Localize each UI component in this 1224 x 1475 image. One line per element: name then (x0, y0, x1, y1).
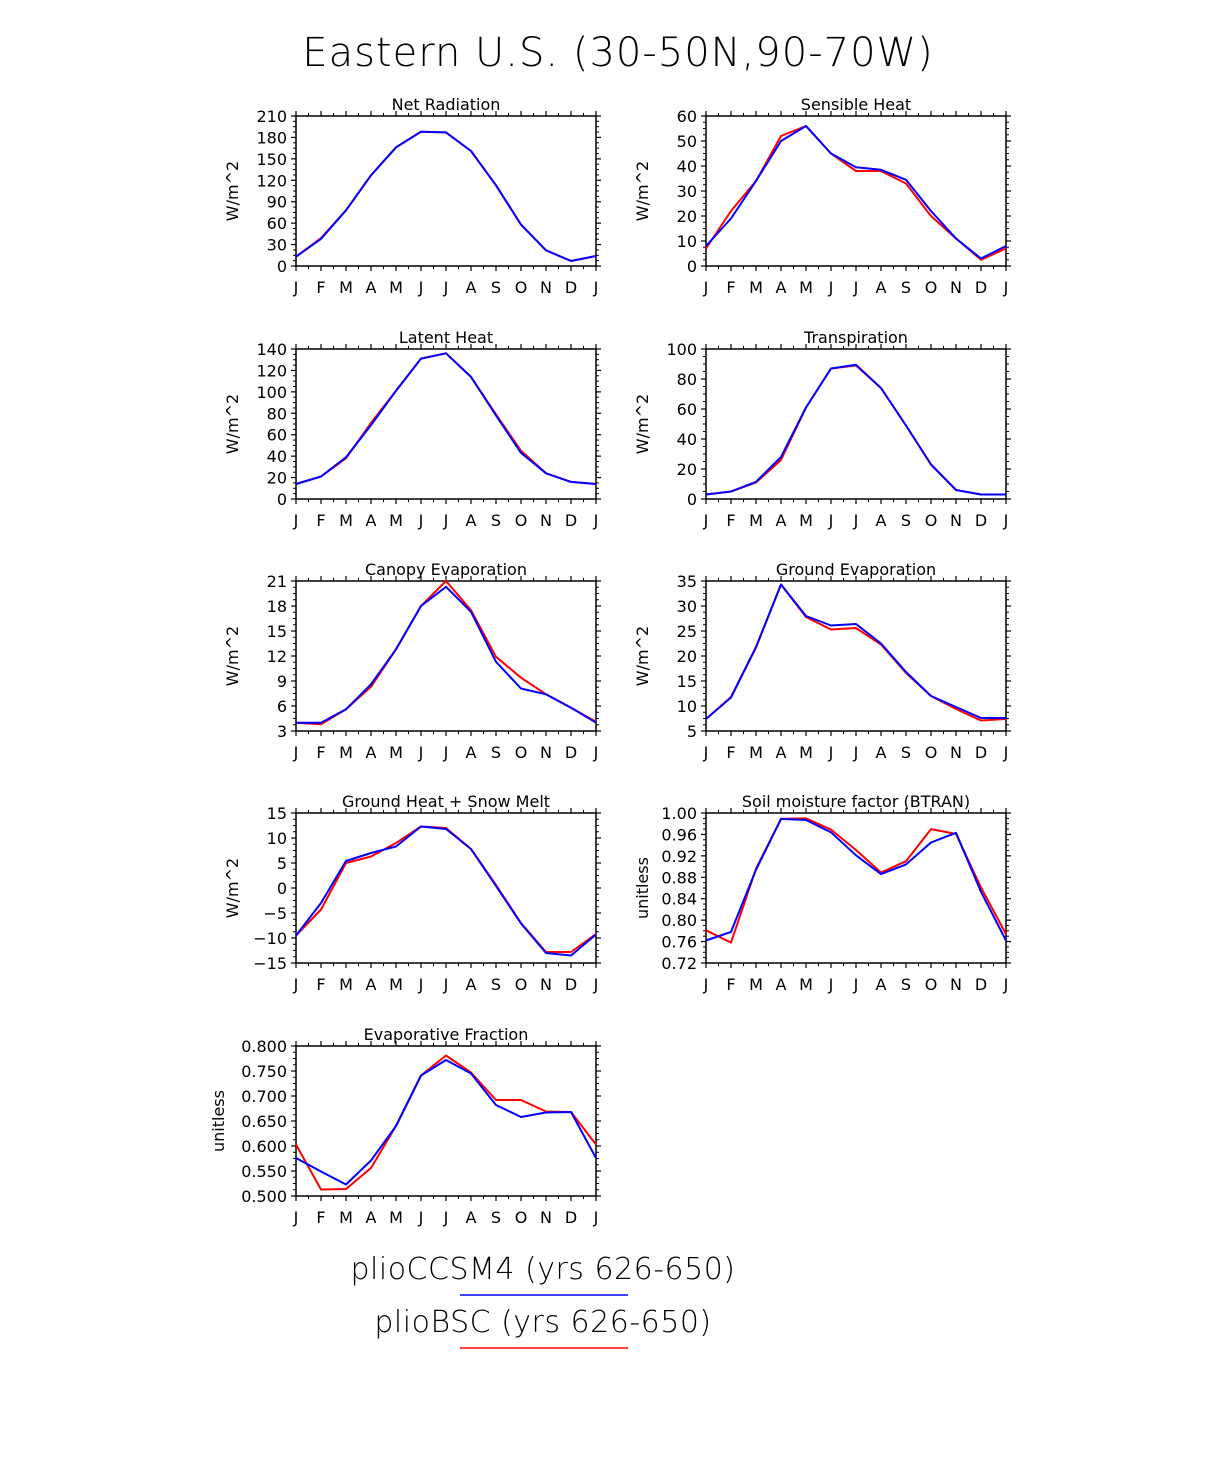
x-tick-label: A (465, 511, 477, 530)
plot-frame (706, 813, 1006, 963)
y-tick-label: 30 (676, 597, 697, 616)
y-axis-label: W/m^2 (633, 393, 652, 455)
x-tick-label: F (726, 511, 736, 530)
y-axis-label: W/m^2 (633, 160, 652, 222)
y-tick-label: 0 (276, 490, 287, 509)
series-line-plioccsm4-yrs-626-650 (296, 587, 596, 723)
series-line-plioccsm4-yrs-626-650 (706, 126, 1006, 259)
x-tick-label: S (900, 975, 912, 994)
x-tick-label: M (749, 975, 763, 994)
x-tick-label: F (726, 743, 736, 762)
series-line-plioccsm4-yrs-626-650 (706, 819, 1006, 941)
panels-group (209, 95, 1011, 1227)
x-tick-label: A (875, 743, 887, 762)
y-tick-label: 0.700 (241, 1087, 287, 1106)
panel-sensible-heat (633, 95, 1011, 297)
x-tick-label: A (365, 511, 377, 530)
x-tick-label: J (828, 278, 834, 297)
x-tick-label: N (950, 743, 962, 762)
y-tick-label: 60 (266, 214, 287, 234)
y-axis-label: unitless (209, 1090, 228, 1152)
y-tick-label: 40 (676, 157, 697, 176)
x-tick-label: D (564, 511, 578, 530)
y-tick-label: 0 (276, 879, 287, 898)
y-tick-label: 120 (256, 171, 287, 191)
series-line-plioccsm4-yrs-626-650 (296, 353, 596, 484)
x-tick-label: A (775, 511, 787, 530)
y-tick-label: 0.92 (661, 846, 697, 866)
x-tick-label: D (564, 278, 578, 297)
x-tick-label: J (853, 975, 859, 994)
x-tick-label: S (490, 743, 502, 762)
panel-title: Evaporative Fraction (363, 1025, 529, 1044)
x-tick-label: J (593, 1208, 599, 1227)
plot-frame (296, 349, 596, 499)
y-tick-label: 20 (676, 207, 697, 226)
y-tick-label: 40 (676, 430, 697, 449)
x-tick-label: S (490, 511, 502, 530)
x-tick-label: M (799, 743, 813, 762)
y-tick-label: 10 (676, 232, 697, 251)
x-tick-label: J (293, 278, 299, 297)
series-line-pliobsc-yrs-626-650 (706, 126, 1006, 260)
x-tick-label: N (540, 975, 552, 994)
x-tick-label: J (593, 975, 599, 994)
y-tick-label: 3 (276, 722, 287, 741)
y-tick-label: 0.88 (661, 868, 697, 888)
y-tick-label: 15 (266, 622, 287, 641)
x-tick-label: J (593, 278, 599, 297)
x-tick-label: J (828, 743, 834, 762)
x-tick-label: M (339, 975, 353, 994)
y-tick-label: 30 (676, 182, 697, 201)
x-tick-label: J (703, 278, 709, 297)
plot-frame (296, 1046, 596, 1196)
panel-title: Ground Evaporation (775, 560, 937, 579)
y-tick-label: 6 (276, 697, 287, 716)
x-tick-label: A (775, 278, 787, 297)
x-tick-label: J (828, 975, 834, 994)
x-tick-label: J (443, 1208, 449, 1227)
panel-canopy-evaporation (223, 560, 601, 762)
x-tick-label: J (703, 743, 709, 762)
x-tick-label: D (974, 975, 988, 994)
y-tick-label: 0.800 (241, 1037, 287, 1056)
x-tick-label: J (443, 743, 449, 762)
x-tick-label: A (775, 975, 787, 994)
panel-evaporative-fraction (209, 1025, 601, 1227)
x-tick-label: F (726, 975, 736, 994)
y-tick-label: 15 (266, 804, 287, 823)
x-tick-label: S (490, 975, 502, 994)
x-tick-label: F (316, 975, 326, 994)
plot-frame (296, 581, 596, 731)
y-tick-label: 0.96 (661, 825, 697, 845)
y-tick-label: 180 (256, 128, 287, 148)
x-tick-label: J (853, 278, 859, 297)
x-tick-label: N (540, 743, 552, 762)
plot-frame (296, 813, 596, 963)
x-tick-label: M (749, 278, 763, 297)
panel-net-radiation (223, 95, 601, 297)
x-tick-label: N (950, 511, 962, 530)
y-tick-label: 12 (266, 647, 287, 666)
series-line-pliobsc-yrs-626-650 (706, 585, 1006, 721)
x-tick-label: J (828, 511, 834, 530)
x-tick-label: A (365, 278, 377, 297)
x-tick-label: F (316, 278, 326, 297)
x-tick-label: A (775, 743, 787, 762)
x-tick-label: J (293, 1208, 299, 1227)
series-line-pliobsc-yrs-626-650 (296, 132, 596, 261)
legend-label-pliocssm4: plioCCSM4 (yrs 626-650) (350, 1252, 736, 1287)
y-tick-label: 0 (276, 257, 287, 276)
y-tick-label: 60 (676, 400, 697, 419)
x-tick-label: A (365, 743, 377, 762)
x-tick-label: O (514, 743, 528, 762)
x-tick-label: A (465, 975, 477, 994)
x-tick-label: J (593, 511, 599, 530)
figure-title: Eastern U.S. (30-50N,90-70W) (302, 30, 934, 76)
x-tick-label: J (293, 975, 299, 994)
y-tick-label: 15 (676, 672, 697, 691)
x-tick-label: J (293, 743, 299, 762)
y-tick-label: 21 (266, 572, 287, 591)
x-tick-label: N (540, 1208, 552, 1227)
x-tick-label: J (418, 278, 424, 297)
x-tick-label: O (514, 511, 528, 530)
x-tick-label: M (799, 511, 813, 530)
y-tick-label: 5 (686, 722, 697, 741)
x-tick-label: O (924, 511, 938, 530)
series-line-pliobsc-yrs-626-650 (296, 581, 596, 724)
y-axis-label: W/m^2 (223, 857, 242, 919)
x-tick-label: A (465, 278, 477, 297)
x-tick-label: O (514, 975, 528, 994)
y-tick-label: 0.500 (241, 1187, 287, 1206)
x-tick-label: M (389, 975, 403, 994)
x-tick-label: D (564, 1208, 578, 1227)
y-tick-label: 0.84 (661, 889, 697, 909)
x-tick-label: M (389, 278, 403, 297)
x-tick-label: N (540, 511, 552, 530)
panel-title: Sensible Heat (800, 95, 912, 114)
x-tick-label: D (974, 278, 988, 297)
y-tick-label: 90 (266, 192, 287, 212)
y-tick-label: 40 (266, 447, 287, 467)
x-tick-label: S (490, 1208, 502, 1227)
y-tick-label: −10 (253, 929, 287, 948)
x-tick-label: J (418, 975, 424, 994)
panel-title: Ground Heat + Snow Melt (341, 792, 551, 811)
y-tick-label: 80 (266, 404, 287, 424)
y-tick-label: 60 (266, 425, 287, 445)
panel-latent-heat (223, 328, 601, 530)
panel-title: Canopy Evaporation (365, 560, 527, 579)
x-tick-label: M (339, 511, 353, 530)
x-tick-label: J (443, 278, 449, 297)
x-tick-label: J (703, 975, 709, 994)
series-line-pliobsc-yrs-626-650 (296, 353, 596, 484)
y-axis-label: W/m^2 (223, 160, 242, 222)
y-tick-label: −15 (253, 954, 287, 973)
x-tick-label: J (418, 511, 424, 530)
x-tick-label: D (564, 975, 578, 994)
x-tick-label: S (490, 278, 502, 297)
x-tick-label: M (799, 278, 813, 297)
y-tick-label: 210 (256, 107, 287, 126)
x-tick-label: M (339, 743, 353, 762)
x-tick-label: J (418, 743, 424, 762)
x-tick-label: M (339, 278, 353, 297)
x-tick-label: J (1003, 278, 1009, 297)
x-tick-label: M (389, 743, 403, 762)
x-tick-label: M (389, 1208, 403, 1227)
x-tick-label: J (418, 1208, 424, 1227)
y-axis-label: unitless (633, 857, 652, 919)
y-tick-label: 120 (256, 361, 287, 381)
series-line-pliobsc-yrs-626-650 (296, 827, 596, 953)
x-tick-label: O (924, 278, 938, 297)
x-tick-label: M (799, 975, 813, 994)
y-tick-label: 0 (686, 490, 697, 509)
y-axis-label: W/m^2 (223, 393, 242, 455)
x-tick-label: N (540, 278, 552, 297)
series-line-plioccsm4-yrs-626-650 (706, 365, 1006, 495)
x-tick-label: J (1003, 511, 1009, 530)
y-tick-label: 60 (676, 107, 697, 126)
y-tick-label: 35 (676, 572, 697, 591)
x-tick-label: J (1003, 975, 1009, 994)
y-tick-label: 18 (266, 597, 287, 616)
y-tick-label: 140 (256, 340, 287, 359)
x-tick-label: J (443, 975, 449, 994)
x-tick-label: A (365, 1208, 377, 1227)
panel-title: Latent Heat (398, 328, 494, 347)
y-tick-label: 10 (676, 697, 697, 716)
y-tick-label: 100 (256, 382, 287, 402)
y-tick-label: 20 (676, 647, 697, 666)
x-tick-label: A (465, 743, 477, 762)
y-tick-label: 1.00 (661, 804, 697, 823)
x-tick-label: A (875, 975, 887, 994)
series-line-plioccsm4-yrs-626-650 (296, 827, 596, 956)
y-tick-label: 0 (686, 257, 697, 276)
x-tick-label: J (593, 743, 599, 762)
x-tick-label: M (749, 743, 763, 762)
panel-ground-heat-snow-melt (223, 792, 601, 994)
x-tick-label: N (950, 278, 962, 297)
x-tick-label: J (853, 511, 859, 530)
x-tick-label: O (514, 278, 528, 297)
y-tick-label: 80 (676, 370, 697, 389)
series-line-plioccsm4-yrs-626-650 (706, 585, 1006, 720)
x-tick-label: N (950, 975, 962, 994)
x-tick-label: S (900, 743, 912, 762)
x-tick-label: J (703, 511, 709, 530)
panel-title: Soil moisture factor (BTRAN) (741, 792, 971, 811)
legend (350, 1252, 735, 1348)
y-tick-label: 20 (266, 468, 287, 488)
panel-title: Transpiration (804, 328, 908, 347)
x-tick-label: A (875, 511, 887, 530)
y-tick-label: 10 (266, 829, 287, 848)
y-tick-label: 0.750 (241, 1062, 287, 1081)
x-tick-label: J (443, 511, 449, 530)
series-line-pliobsc-yrs-626-650 (296, 1056, 596, 1190)
x-tick-label: A (465, 1208, 477, 1227)
y-axis-label: W/m^2 (633, 625, 652, 687)
x-tick-label: A (365, 975, 377, 994)
x-tick-label: F (726, 278, 736, 297)
panel-ground-evaporation (633, 560, 1011, 762)
x-tick-label: F (316, 511, 326, 530)
x-tick-label: D (564, 743, 578, 762)
x-tick-label: O (924, 975, 938, 994)
y-tick-label: 100 (666, 340, 697, 359)
x-tick-label: M (749, 511, 763, 530)
series-line-pliobsc-yrs-626-650 (706, 366, 1006, 495)
y-tick-label: −5 (263, 904, 287, 923)
x-tick-label: D (974, 743, 988, 762)
x-tick-label: O (514, 1208, 528, 1227)
y-tick-label: 0.72 (661, 954, 697, 973)
x-tick-label: F (316, 743, 326, 762)
x-tick-label: O (924, 743, 938, 762)
y-tick-label: 20 (676, 460, 697, 479)
series-line-plioccsm4-yrs-626-650 (296, 1060, 596, 1185)
x-tick-label: S (900, 278, 912, 297)
y-axis-label: W/m^2 (223, 625, 242, 687)
x-tick-label: S (900, 511, 912, 530)
plot-frame (706, 349, 1006, 499)
y-tick-label: 0.80 (661, 911, 697, 931)
plot-frame (296, 116, 596, 266)
x-tick-label: M (389, 511, 403, 530)
x-tick-label: J (1003, 743, 1009, 762)
x-tick-label: D (974, 511, 988, 530)
y-tick-label: 0.600 (241, 1137, 287, 1156)
y-tick-label: 0.76 (661, 932, 697, 952)
x-tick-label: M (339, 1208, 353, 1227)
y-tick-label: 0.650 (241, 1112, 287, 1131)
y-tick-label: 150 (256, 149, 287, 169)
y-tick-label: 5 (276, 854, 287, 873)
x-tick-label: J (853, 743, 859, 762)
y-tick-label: 25 (676, 622, 697, 641)
y-tick-label: 9 (276, 672, 287, 691)
y-tick-label: 0.550 (241, 1162, 287, 1181)
x-tick-label: F (316, 1208, 326, 1227)
y-tick-label: 30 (266, 235, 287, 255)
x-tick-label: A (875, 278, 887, 297)
legend-label-pliobsc: plioBSC (yrs 626-650) (374, 1305, 712, 1340)
y-tick-label: 50 (676, 132, 697, 151)
panel-title: Net Radiation (391, 95, 501, 114)
panel-transpiration (633, 328, 1011, 530)
series-line-plioccsm4-yrs-626-650 (296, 132, 596, 261)
x-tick-label: J (293, 511, 299, 530)
panel-soil-moisture-factor-btran (633, 792, 1011, 994)
